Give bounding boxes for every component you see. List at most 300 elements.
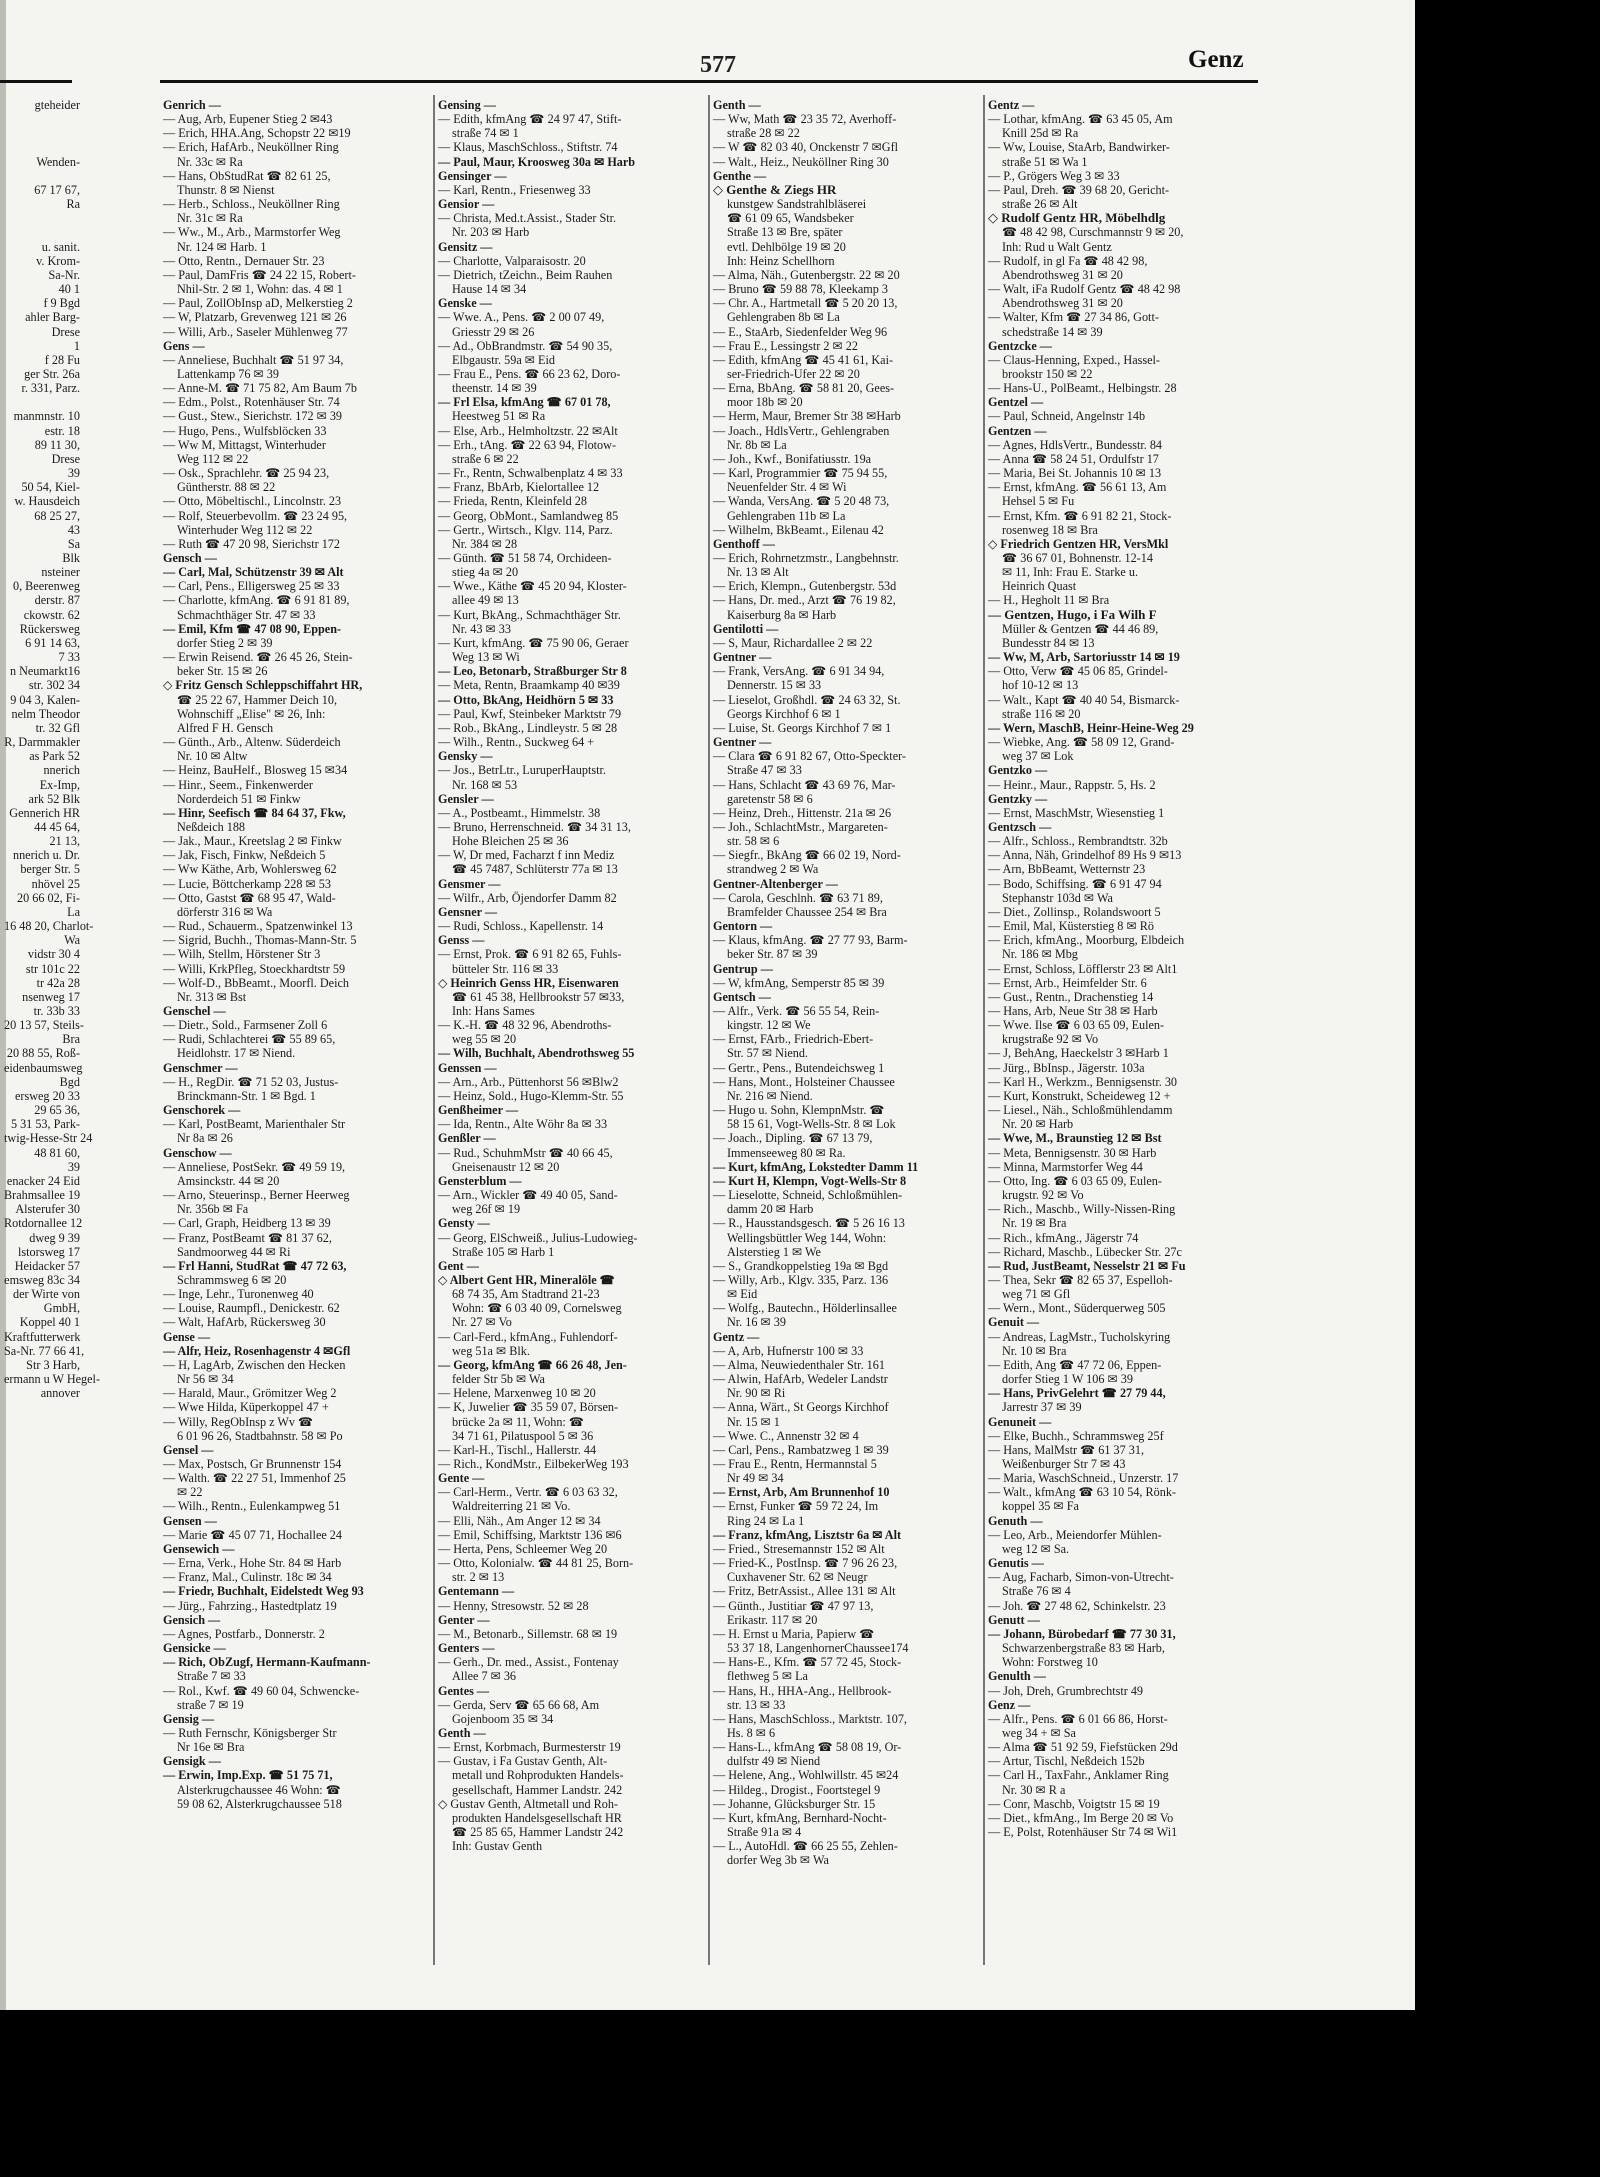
directory-entry: Winterhuder Weg 112 ✉ 22: [177, 522, 313, 537]
directory-entry: — Rolf, Steuerbevollm. ☎ 23 24 95,: [163, 508, 348, 523]
directory-entry: — A., Postbeamt., Himmelstr. 38: [438, 805, 601, 820]
fragment-line: 1: [73, 338, 80, 353]
directory-entry: — Jürg., BbInsp., Jägerstr. 103a: [988, 1060, 1145, 1075]
directory-entry: dörferstr 316 ✉ Wa: [177, 904, 273, 919]
fragment-line: 9 04 3, Kalen-: [10, 692, 80, 707]
directory-entry: — Carl-Ferd., kfmAng., Fuhlendorf-: [438, 1329, 618, 1344]
directory-entry: — Hans, Schlacht ☎ 43 69 76, Mar-: [713, 777, 896, 792]
directory-entry: — Diet., kfmAng., Im Berge 20 ✉ Vo: [988, 1810, 1174, 1825]
directory-entry: — Wiebke, Ang. ☎ 58 09 12, Grand-: [988, 735, 1175, 750]
directory-entry: — Thea, Sekr ☎ 82 65 37, Espelloh-: [988, 1272, 1173, 1287]
directory-entry: strandweg 2 ✉ Wa: [727, 862, 819, 877]
directory-entry: — Erich, HHA.Ang, Schopstr 22 ✉19: [163, 126, 351, 141]
directory-column-1: [163, 98, 428, 1811]
directory-entry: — Rich, ObZugf, Hermann-Kaufmann-: [163, 1655, 371, 1670]
directory-entry: — Gerh., Dr. med., Assist., Fontenay: [438, 1655, 619, 1670]
directory-entry: — Karl H., Werkzm., Bennigsenstr. 30: [988, 1074, 1178, 1089]
directory-entry: — Heinz, BauHelf., Blosweg 15 ✉34: [163, 763, 348, 778]
directory-entry: — Helene, Ang., Wohlwillstr. 45 ✉24: [713, 1768, 899, 1783]
directory-entry: — Walter, Kfm ☎ 27 34 86, Gott-: [988, 310, 1159, 325]
directory-entry: — Charlotte, Valparaisostr. 20: [438, 253, 586, 268]
directory-entry: straße 28 ✉ 22: [727, 126, 800, 141]
directory-entry: krugstr. 92 ✉ Vo: [1002, 1188, 1084, 1203]
directory-entry: — Georg, ElSchweiß., Julius-Ludowieg-: [438, 1230, 638, 1245]
fragment-line: Drese: [51, 324, 80, 339]
directory-entry: ◇ Genthe & Ziegs HR: [713, 181, 837, 197]
directory-entry: Lattenkamp 76 ✉ 39: [177, 366, 279, 381]
directory-entry: — Paul, Maur, Kroosweg 30a ✉ Harb: [438, 154, 636, 169]
fragment-line: tr 42a 28: [36, 975, 80, 990]
directory-entry: ✉ 22: [177, 1485, 203, 1500]
directory-entry: — M., Betonarb., Sillemstr. 68 ✉ 19: [438, 1626, 618, 1641]
directory-entry: — Wilh, Buchhalt, Abendrothsweg 55: [438, 1046, 635, 1061]
directory-entry: — Hinr., Seem., Finkenwerder: [163, 777, 313, 792]
surname-heading: Gentzcke —: [988, 338, 1052, 353]
directory-entry: — Hinr, Seefisch ☎ 84 64 37, Fkw,: [163, 805, 346, 820]
fragment-line: nnerich: [43, 763, 80, 778]
surname-heading: Gentorn —: [713, 919, 773, 934]
fragment-line: nsenweg 17: [22, 989, 80, 1004]
directory-entry: — Erich, kfmAng., Moorburg, Elbdeich: [988, 933, 1185, 948]
directory-entry: — P., Grögers Weg 3 ✉ 33: [988, 168, 1120, 183]
surname-heading: Genters —: [438, 1641, 495, 1656]
directory-entry: — Johanne, Glücksburger Str. 15: [713, 1796, 876, 1811]
directory-entry: — Hans, MaschSchloss., Marktstr. 107,: [713, 1711, 907, 1726]
directory-entry: ◇ Albert Gent HR, Mineralöle ☎: [438, 1272, 615, 1287]
fragment-line: estr. 18: [44, 423, 80, 438]
directory-entry: — Ruth ☎ 47 20 98, Sierichstr 172: [163, 536, 340, 551]
directory-entry: — K.-H. ☎ 48 32 96, Abendroths-: [438, 1018, 612, 1033]
directory-entry: — Wwe. Ilse ☎ 6 03 65 09, Eulen-: [988, 1018, 1165, 1033]
surname-heading: Gentzsch —: [988, 819, 1052, 834]
directory-entry: — Frl Hanni, StudRat ☎ 47 72 63,: [163, 1258, 347, 1273]
directory-entry: Nr. 8b ✉ La: [727, 437, 787, 452]
directory-entry: — Lucie, Böttcherkamp 228 ✉ 53: [163, 876, 331, 891]
directory-entry: — Heinz, Dreh., Hittenstr. 21a ✉ 26: [713, 805, 892, 820]
directory-entry: — Erich, Klempn., Gutenbergstr. 53d: [713, 579, 897, 594]
fragment-line: annover: [40, 1386, 80, 1401]
directory-entry: Güntherstr. 88 ✉ 22: [177, 480, 276, 495]
surname-heading: Genschorek —: [163, 1103, 241, 1118]
fragment-line: u. sanit.: [41, 239, 80, 254]
directory-entry: — Frl Elsa, kfmAng ☎ 67 01 78,: [438, 395, 611, 410]
directory-entry: — Hugo u. Sohn, KlempnMstr. ☎: [713, 1103, 885, 1118]
directory-entry: ☎ 48 42 98, Curschmannstr 9 ✉ 20,: [1002, 225, 1184, 240]
directory-entry: — Rob., BkAng., Lindleystr. 5 ✉ 28: [438, 720, 618, 735]
directory-entry: — Wilh., Rentn., Eulenkampweg 51: [163, 1499, 341, 1514]
fragment-line: eidenbaumsweg: [4, 1060, 83, 1075]
surname-heading: Gensel —: [163, 1442, 214, 1457]
fragment-line: Bra: [62, 1032, 80, 1047]
directory-entry: — Ida, Rentn., Alte Wöhr 8a ✉ 33: [438, 1117, 608, 1132]
directory-entry: — Marie ☎ 45 07 71, Hochallee 24: [163, 1527, 342, 1542]
directory-entry: — H. Ernst u Maria, Papierw ☎: [713, 1626, 875, 1641]
directory-entry: — Ww, M, Arb, Sartoriusstr 14 ✉ 19: [988, 650, 1180, 665]
directory-entry: beker Str. 15 ✉ 26: [177, 664, 268, 679]
fragment-line: 5 31 53, Park-: [10, 1117, 80, 1132]
directory-entry: Gneisenaustr 12 ✉ 20: [452, 1159, 560, 1174]
directory-entry: — Agnes, HdlsVertr., Bundesstr. 84: [988, 437, 1163, 452]
directory-entry: — Christa, Med.t.Assist., Stader Str.: [438, 211, 617, 226]
directory-entry: straße 26 ✉ Alt: [1002, 197, 1078, 212]
directory-entry: — Herta, Pens, Schleemer Weg 20: [438, 1541, 608, 1556]
directory-entry: — Rud, JustBeamt, Nesselstr 21 ✉ Fu: [988, 1258, 1186, 1273]
directory-entry: — Herb., Schloss., Neuköllner Ring: [163, 197, 340, 212]
directory-entry: — Hans-L., kfmAng ☎ 58 08 19, Or-: [713, 1740, 902, 1755]
directory-entry: Nr. 30 ✉ R a: [1002, 1782, 1066, 1797]
fragment-line: Wa: [64, 933, 80, 948]
directory-entry: produkten Handelsgesellschaft HR: [452, 1810, 622, 1825]
directory-entry: — Walt., Heiz., Neuköllner Ring 30: [713, 154, 889, 169]
surname-heading: Genth —: [713, 98, 761, 112]
directory-entry: Nr. 13 ✉ Alt: [727, 565, 789, 580]
directory-entry: — Frau E., Rentn, Hermannstal 5: [713, 1457, 877, 1471]
directory-entry: — Heinz, Sold., Hugo-Klemm-Str. 55: [438, 1088, 624, 1103]
directory-entry: — Karl-H., Tischl., Hallerstr. 44: [438, 1442, 597, 1457]
surname-heading: Genuth —: [988, 1513, 1043, 1528]
directory-entry: — Hans, Arb, Neue Str 38 ✉ Harb: [988, 1004, 1158, 1018]
directory-entry: — Fried-K., PostInsp. ☎ 7 96 26 23,: [713, 1556, 898, 1571]
surname-heading: Genter —: [438, 1612, 490, 1627]
directory-entry: Wohn: Forstweg 10: [1002, 1655, 1098, 1670]
directory-entry: — Hans-U., PolBeamt., Helbingstr. 28: [988, 381, 1177, 396]
directory-entry: Inh: Heinz Schellhorn: [727, 253, 835, 268]
directory-entry: — Ww, Louise, StaArb, Bandwirker-: [988, 140, 1170, 155]
surname-heading: Genth —: [438, 1725, 486, 1740]
fragment-line: Heidacker 57: [14, 1258, 80, 1273]
directory-entry: — Hugo, Pens., Wulfsblöcken 33: [163, 423, 327, 438]
directory-entry: Allee 7 ✉ 36: [452, 1669, 517, 1684]
directory-entry: straße 116 ✉ 20: [1002, 706, 1081, 721]
directory-entry: Schmachthäger Str. 47 ✉ 33: [177, 607, 316, 622]
directory-entry: — Frieda, Rentn, Kleinfeld 28: [438, 494, 587, 509]
surname-heading: Genutis —: [988, 1556, 1044, 1571]
directory-entry: — Friedr, Buchhalt, Eidelstedt Weg 93: [163, 1584, 364, 1599]
directory-entry: — Hans, H., HHA-Ang., Hellbrook-: [713, 1683, 892, 1698]
directory-entry: schedstraße 14 ✉ 39: [1002, 324, 1103, 339]
directory-entry: Nr. 168 ✉ 53: [452, 777, 518, 792]
fragment-line: Alsterufer 30: [15, 1202, 80, 1217]
directory-entry: Stephanstr 103d ✉ Wa: [1002, 890, 1113, 905]
surname-heading: Genuneit —: [988, 1414, 1052, 1429]
directory-entry: Straße 105 ✉ Harb 1: [452, 1244, 555, 1259]
directory-entry: — Ww, Math ☎ 23 35 72, Averhoff-: [713, 112, 897, 127]
fragment-line: [4, 395, 80, 409]
fragment-line: 89 11 30,: [34, 437, 80, 452]
fragment-line: ermann u W Hegel-: [4, 1372, 100, 1387]
fragment-line: f 28 Fu: [44, 352, 80, 367]
directory-column-3: [713, 98, 978, 1868]
directory-entry: — Agnes, Postfarb., Donnerstr. 2: [163, 1626, 325, 1641]
directory-entry: — Ww Käthe, Arb, Wohlersweg 62: [163, 862, 337, 877]
directory-entry: Waldreiterring 21 ✉ Vo.: [452, 1499, 571, 1514]
fragment-line: ahler Barg-: [25, 310, 80, 325]
directory-entry: — Carl H., TaxFahr., Anklamer Ring: [988, 1768, 1169, 1783]
directory-entry: Jarrestr 37 ✉ 39: [1002, 1400, 1082, 1415]
fragment-line: 20 66 02, Fi-: [17, 890, 80, 905]
directory-entry: — Walt., Kapt ☎ 40 40 54, Bismarck-: [988, 692, 1180, 707]
surname-heading: Genssen —: [438, 1060, 497, 1075]
directory-entry: — Ernst, Prok. ☎ 6 91 82 65, Fuhls-: [438, 947, 622, 962]
directory-entry: straße 74 ✉ 1: [452, 126, 519, 141]
directory-entry: — Elke, Buchh., Schrammsweg 25f: [988, 1428, 1164, 1443]
directory-entry: ✉ 11, Inh: Frau E. Starke u.: [1002, 565, 1139, 580]
directory-entry: koppel 35 ✉ Fa: [1002, 1499, 1079, 1514]
directory-entry: ◇ Fritz Gensch Schleppschiffahrt HR,: [163, 678, 363, 693]
directory-entry: Inh: Rud u Walt Gentz: [1002, 239, 1112, 254]
directory-entry: — Klaus, MaschSchloss., Stiftstr. 74: [438, 140, 618, 155]
header-rule: [160, 80, 1258, 83]
directory-entry: — Edith, Ang ☎ 47 72 06, Eppen-: [988, 1357, 1162, 1372]
directory-entry: Knill 25d ✉ Ra: [1002, 126, 1079, 141]
directory-entry: — Gertr., Pens., Butendeichsweg 1: [713, 1060, 885, 1075]
directory-entry: — Willy, RegObInsp z Wv ☎: [163, 1414, 314, 1429]
directory-entry: — Karl, Programmier ☎ 75 94 55,: [713, 466, 888, 481]
directory-entry: — Chr. A., Hartmetall ☎ 5 20 20 13,: [713, 296, 898, 311]
directory-entry: Straße 76 ✉ 4: [1002, 1584, 1071, 1599]
directory-entry: — Luise, St. Georgs Kirchhof 7 ✉ 1: [713, 720, 892, 735]
surname-heading: Gentemann —: [438, 1584, 515, 1599]
directory-entry: weg 51a ✉ Blk.: [452, 1343, 530, 1358]
surname-heading: Gentzen —: [988, 423, 1047, 438]
directory-entry: Nr 49 ✉ 34: [727, 1471, 784, 1486]
directory-entry: — Johann, Bürobedarf ☎ 77 30 31,: [988, 1626, 1176, 1641]
directory-entry: Alsterkrugchaussee 46 Wohn: ☎: [177, 1782, 341, 1797]
directory-entry: straße 51 ✉ Wa 1: [1002, 154, 1088, 169]
fragment-line: 43: [67, 522, 80, 537]
directory-entry: stieg 4a ✉ 20: [452, 565, 519, 580]
directory-entry: hof 10-12 ✉ 13: [1002, 678, 1079, 693]
directory-entry: Nr. 19 ✉ Bra: [1002, 1216, 1067, 1231]
directory-entry: — Joach., Dipling. ☎ 67 13 79,: [713, 1131, 873, 1146]
surname-heading: Gentz —: [713, 1329, 760, 1344]
directory-entry: Straße 13 ✉ Bre, später: [727, 225, 843, 240]
directory-entry: — Erna, BbAng. ☎ 58 81 20, Gees-: [713, 381, 895, 396]
directory-entry: — Maria, Bei St. Johannis 10 ✉ 13: [988, 466, 1162, 481]
fragment-line: [4, 225, 80, 239]
directory-entry: — Edith, kfmAng ☎ 45 41 61, Kai-: [713, 352, 894, 367]
surname-heading: Gentz —: [988, 98, 1035, 112]
surname-heading: Gensicke —: [163, 1641, 226, 1656]
fragment-line: Sa-Nr. 77 66 41,: [4, 1343, 85, 1358]
surname-heading: Gentzel —: [988, 395, 1044, 410]
fragment-line: Kraftfutterwerk: [4, 1329, 81, 1344]
fragment-line: Koppel 40 1: [19, 1315, 80, 1330]
directory-entry: — Max, Postsch, Gr Brunnenstr 154: [163, 1457, 342, 1471]
directory-entry: — Ernst, FArb., Friedrich-Ebert-: [713, 1032, 874, 1047]
directory-entry: Nr. 384 ✉ 28: [452, 536, 518, 551]
directory-entry: — Kurt, Konstrukt, Scheideweg 12 +: [988, 1088, 1171, 1103]
directory-entry: — Joh., SchlachtMstr., Margareten-: [713, 819, 888, 834]
surname-heading: Gensewich —: [163, 1541, 235, 1556]
fragment-line: Wenden-: [36, 154, 80, 169]
surname-heading: Gense —: [163, 1329, 211, 1344]
fragment-line: 16 48 20, Charlot-: [4, 919, 94, 934]
directory-entry: — Hans, MalMstr ☎ 61 37 31,: [988, 1442, 1145, 1457]
directory-entry: Inh: Hans Sames: [452, 1004, 535, 1018]
directory-entry: 6 01 96 26, Stadtbahnstr. 58 ✉ Po: [177, 1428, 343, 1443]
directory-entry: — Anneliese, Buchhalt ☎ 51 97 34,: [163, 352, 344, 367]
column-divider-2: [708, 95, 710, 1965]
directory-entry: — Charlotte, kfmAng. ☎ 6 91 81 89,: [163, 593, 350, 608]
surname-heading: Gensler —: [438, 791, 494, 806]
surname-heading: Gentrup —: [713, 961, 773, 976]
fragment-line: 67 17 67,: [34, 182, 80, 197]
header-rule-left: [0, 80, 72, 83]
directory-entry: Nr. 16 ✉ 39: [727, 1315, 786, 1330]
directory-entry: — Otto, Verw ☎ 45 06 85, Grindel-: [988, 664, 1168, 679]
surname-heading: Genulth —: [988, 1669, 1046, 1684]
directory-entry: — Hans, Dr. med., Arzt ☎ 76 19 82,: [713, 593, 896, 608]
directory-entry: — Paul, ZollObInsp aD, Melkerstieg 2: [163, 296, 353, 311]
directory-entry: — Jak, Fisch, Finkw, Neßdeich 5: [163, 848, 326, 863]
fragment-line: Str 3 Harb,: [26, 1357, 80, 1372]
fragment-line: Blk: [62, 551, 80, 565]
directory-column-4: [988, 98, 1253, 1839]
fragment-line: emsweg 83c 34: [4, 1272, 80, 1287]
directory-entry: Heinrich Quast: [1002, 579, 1077, 594]
fragment-line: ersweg 20 33: [15, 1088, 80, 1103]
directory-entry: — Wolfg., Bautechn., Hölderlinsallee: [713, 1301, 897, 1316]
fragment-line: [4, 140, 80, 154]
page-number: 577: [700, 52, 736, 78]
fragment-line: gteheider: [34, 98, 80, 112]
fragment-line: tr. 33b 33: [33, 1004, 80, 1018]
directory-entry: kunstgew Sandstrahlbläserei: [727, 197, 867, 212]
directory-entry: Nr. 10 ✉ Bra: [1002, 1343, 1067, 1358]
directory-entry: — Aug, Facharb, Simon-von-Utrecht-: [988, 1570, 1174, 1585]
directory-entry: — Bodo, Schiffsing. ☎ 6 91 47 94: [988, 876, 1162, 891]
directory-entry: — Alma, Neuwiedenthaler Str. 161: [713, 1357, 885, 1372]
fragment-line: str 101c 22: [25, 961, 80, 976]
directory-entry: — Inge, Lehr., Turonenweg 40: [163, 1287, 314, 1302]
fragment-line: [4, 112, 80, 126]
directory-entry: Hause 14 ✉ 34: [452, 282, 527, 297]
directory-entry: Nr 16e ✉ Bra: [177, 1740, 245, 1755]
directory-entry: — Helene, Marxenweg 10 ✉ 20: [438, 1386, 596, 1401]
directory-entry: — Carl, Graph, Heidberg 13 ✉ 39: [163, 1216, 331, 1231]
directory-entry: — Fried., Stresemannstr 152 ✉ Alt: [713, 1541, 885, 1556]
surname-heading: Gensior —: [438, 197, 495, 212]
directory-entry: Wohn: ☎ 6 03 40 09, Cornelsweg: [452, 1301, 622, 1316]
directory-entry: — Erwin Reisend. ☎ 26 45 26, Stein-: [163, 650, 353, 665]
fragment-line: 0, Beerenweg: [12, 579, 80, 594]
directory-entry: — Heinr., Maur., Rappstr. 5, Hs. 2: [988, 777, 1156, 792]
directory-entry: — Harald, Maur., Grömitzer Weg 2: [163, 1386, 337, 1401]
directory-entry: — Günth., Justitiar ☎ 47 97 13,: [713, 1598, 874, 1613]
directory-entry: garetenstr 58 ✉ 6: [727, 791, 813, 806]
directory-entry: — Clara ☎ 6 91 82 67, Otto-Speckter-: [713, 749, 906, 764]
directory-entry: Wohnschiff „Elise" ✉ 26, Inh:: [177, 706, 326, 721]
directory-entry: — Wwe Hilda, Küperkoppel 47 +: [163, 1400, 329, 1415]
directory-entry: — Klaus, kfmAng. ☎ 27 77 93, Barm-: [713, 933, 908, 948]
surname-heading: Genthoff —: [713, 536, 775, 551]
directory-entry: — Wern., Mont., Süderquerweg 505: [988, 1301, 1166, 1316]
fragment-line: str. 302 34: [28, 678, 80, 693]
directory-entry: Amsinckstr. 44 ✉ 20: [177, 1173, 280, 1188]
surname-heading: Gentner —: [713, 735, 772, 750]
directory-entry: Inh: Gustav Genth: [452, 1839, 543, 1854]
fragment-line: GmbH,: [43, 1301, 80, 1316]
directory-entry: — Rudolf, in gl Fa ☎ 48 42 98,: [988, 253, 1148, 268]
directory-entry: — Franz, PostBeamt ☎ 81 37 62,: [163, 1230, 332, 1245]
directory-entry: dorfer Stieg 2 ✉ 39: [177, 635, 273, 650]
directory-entry: — Alfr., Pens. ☎ 6 01 66 86, Horst-: [988, 1711, 1168, 1726]
surname-heading: Genschow —: [163, 1145, 232, 1160]
directory-entry: ✉ Eid: [727, 1287, 758, 1302]
directory-entry: str. 2 ✉ 13: [452, 1570, 505, 1585]
directory-entry: — Rich., Maschb., Willy-Nissen-Ring: [988, 1202, 1176, 1217]
fragment-line: w. Hausdeich: [14, 494, 80, 509]
directory-entry: — Anneliese, PostSekr. ☎ 49 59 19,: [163, 1159, 346, 1174]
directory-entry: Abendrothsweg 31 ✉ 20: [1002, 267, 1123, 282]
directory-entry: — W, Platzarb, Grevenweg 121 ✉ 26: [163, 310, 347, 325]
directory-entry: Nr. 10 ✉ Altw: [177, 749, 248, 764]
directory-entry: — Hildeg., Drogist., Foortstegel 9: [713, 1782, 881, 1797]
directory-entry: — Arn., Arb., Püttenhorst 56 ✉Blw2: [438, 1074, 619, 1089]
directory-entry: — Dietr., Sold., Farmsener Zoll 6: [163, 1018, 328, 1033]
directory-entry: — Frank, VersAng. ☎ 6 91 34 94,: [713, 664, 885, 679]
fragment-line: 68 25 27,: [34, 508, 80, 523]
directory-entry: — Rudi, Schloss., Kapellenstr. 14: [438, 919, 604, 934]
surname-heading: Genutt —: [988, 1612, 1040, 1627]
directory-entry: — W ☎ 82 03 40, Onckenstr 7 ✉Gfl: [713, 140, 899, 155]
directory-entry: gesellschaft, Hammer Landstr. 242: [452, 1782, 623, 1797]
directory-entry: — Erich, Rohrnetzmstr., Langbehnstr.: [713, 551, 899, 565]
directory-entry: Georgs Kirchhof 6 ✉ 1: [727, 706, 841, 721]
directory-entry: — Rud., Schauerm., Spatzenwinkel 13: [163, 919, 353, 934]
surname-heading: Gens —: [163, 338, 205, 353]
directory-entry: Nr. 90 ✉ Ri: [727, 1386, 786, 1401]
surname-heading: Gensner —: [438, 904, 498, 919]
left-page-fragment: [4, 98, 100, 1401]
directory-entry: — Otto, Rentn., Dernauer Str. 23: [163, 253, 325, 268]
surname-heading: Gensky —: [438, 749, 493, 764]
directory-entry: — Gertr., Wirtsch., Klgv. 114, Parz.: [438, 522, 613, 537]
directory-entry: — Günth., Arb., Altenw. Süderdeich: [163, 735, 341, 750]
directory-entry: — Alfr, Heiz, Rosenhagenstr 4 ✉Gfl: [163, 1343, 351, 1358]
directory-entry: — Frau E., Lessingstr 2 ✉ 22: [713, 338, 858, 353]
directory-entry: — Kurt, kfmAng, Lokstedter Damm 11: [713, 1159, 919, 1174]
fragment-line: 50 54, Kiel-: [21, 480, 80, 495]
directory-entry: — Richard, Maschb., Lübecker Str. 27c: [988, 1244, 1182, 1259]
directory-entry: Nr. 43 ✉ 33: [452, 621, 511, 636]
directory-entry: Straße 7 ✉ 33: [177, 1669, 246, 1684]
directory-entry: — Walth. ☎ 22 27 51, Immenhof 25: [163, 1471, 346, 1486]
directory-entry: — Ernst, Korbmach, Burmesterstr 19: [438, 1740, 621, 1755]
directory-entry: kingstr. 12 ✉ We: [727, 1018, 811, 1033]
fragment-line: [4, 169, 80, 183]
directory-entry: Gehlengraben 11b ✉ La: [727, 508, 846, 523]
directory-entry: — Elli, Näh., Am Anger 12 ✉ 34: [438, 1513, 601, 1528]
directory-entry: — Anna, Näh, Grindelhof 89 Hs 9 ✉13: [988, 848, 1182, 863]
directory-entry: — Kurt, kfmAng, Bernhard-Nocht-: [713, 1810, 887, 1825]
fragment-line: 20 13 57, Steils-: [4, 1018, 84, 1033]
directory-entry: — Fr., Rentn, Schwalbenplatz 4 ✉ 33: [438, 466, 623, 481]
directory-entry: evtl. Dehlbölge 19 ✉ 20: [727, 239, 846, 254]
fragment-line: ckowstr. 62: [23, 607, 80, 622]
directory-entry: Nr. 15 ✉ 1: [727, 1414, 780, 1429]
directory-entry: weg 71 ✉ Gfl: [1002, 1287, 1071, 1302]
directory-entry: — Jürg., Fahrzing., Hastedtplatz 19: [163, 1598, 337, 1613]
directory-entry: Alfred F H. Gensch: [177, 720, 274, 735]
directory-entry: — K, Juwelier ☎ 35 59 07, Börsen-: [438, 1400, 619, 1415]
directory-entry: — Kurt, kfmAng. ☎ 75 90 06, Geraer: [438, 635, 629, 650]
directory-entry: — Otto, Kolonialw. ☎ 44 81 25, Born-: [438, 1556, 634, 1571]
directory-entry: beker Str. 87 ✉ 39: [727, 947, 818, 962]
fragment-line: 48 81 60,: [34, 1145, 80, 1160]
directory-entry: — Kurt H, Klempn, Vogt-Wells-Str 8: [713, 1173, 907, 1188]
